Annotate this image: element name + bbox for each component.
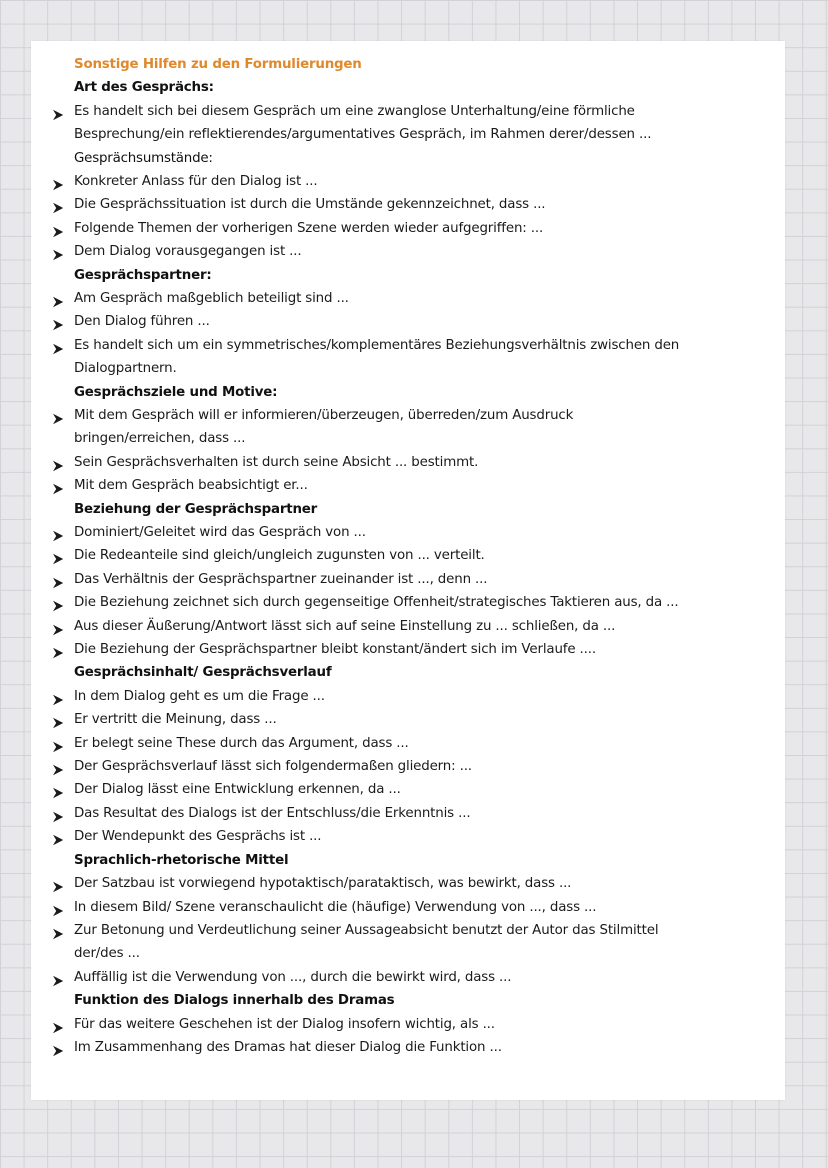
bullet-text-line: Dominiert/Geleitet wird das Gespräch von ...	[74, 525, 366, 541]
arrow-bullet-icon	[52, 972, 64, 984]
document-content	[49, 53, 774, 1059]
arrow-bullet-icon	[52, 574, 64, 586]
bullet-text-line: Der Wendepunkt des Gesprächs ist ...	[74, 829, 322, 845]
bullet-item	[49, 802, 774, 825]
bullet-item	[49, 287, 774, 310]
bullet-item	[49, 755, 774, 778]
arrow-bullet-icon	[52, 878, 64, 890]
arrow-bullet-icon	[52, 597, 64, 609]
bullet-text-line: Die Gesprächssituation ist durch die Umstände gekennzeichnet, dass ...	[74, 197, 546, 213]
document-page	[31, 41, 785, 1100]
arrow-bullet-icon	[52, 902, 64, 914]
section-heading: Funktion des Dialogs innerhalb des Dramas	[74, 993, 395, 1009]
bullet-item	[49, 451, 774, 474]
arrow-bullet-icon	[52, 550, 64, 562]
bullet-item	[49, 708, 774, 731]
arrow-bullet-icon	[52, 784, 64, 796]
bullet-text-line: Er belegt seine These durch das Argument, dass ...	[74, 735, 409, 751]
section-heading: Gesprächsziele und Motive:	[74, 384, 278, 400]
bullet-item	[49, 474, 774, 497]
arrow-bullet-icon	[52, 831, 64, 843]
bullet-text-line: Am Gespräch maßgeblich beteiligt sind ...	[74, 291, 349, 306]
arrow-bullet-icon	[52, 621, 64, 633]
section-label: Gesprächsumstände:	[74, 150, 213, 166]
bullet-item	[49, 685, 774, 708]
bullet-text-line: Dialogpartnern.	[74, 361, 177, 377]
arrow-bullet-icon	[52, 480, 64, 492]
bullet-item	[49, 825, 774, 848]
arrow-bullet-icon	[52, 316, 64, 328]
bullet-text-line: Das Resultat des Dialogs ist der Entschluss/die Erkenntnis ...	[74, 805, 471, 821]
bullet-text-line: Im Zusammenhang des Dramas hat dieser Dialog die Funktion ...	[74, 1039, 502, 1055]
arrow-bullet-icon	[52, 714, 64, 726]
bullet-text-line: Es handelt sich um ein symmetrisches/komplementäres Beziehungsverhältnis zwischen den	[74, 337, 680, 353]
section-heading: Gesprächsinhalt/ Gesprächsverlauf	[74, 665, 332, 681]
arrow-bullet-icon	[52, 527, 64, 539]
arrow-bullet-icon	[52, 199, 64, 211]
arrow-bullet-icon	[52, 223, 64, 235]
bullet-text-line: In dem Dialog geht es um die Frage ...	[74, 688, 325, 704]
arrow-bullet-icon	[52, 293, 64, 305]
bullet-text-line: Den Dialog führen ...	[74, 314, 210, 330]
bullet-item	[49, 100, 774, 147]
bullet-item	[49, 521, 774, 544]
arrow-bullet-icon	[52, 246, 64, 258]
arrow-bullet-icon	[52, 691, 64, 703]
bullet-text-line: Für das weitere Geschehen ist der Dialog insofern wichtig, als ...	[74, 1016, 495, 1032]
bullet-item	[49, 334, 774, 381]
bullet-text-line: Dem Dialog vorausgegangen ist ...	[74, 244, 302, 260]
document-title: Sonstige Hilfen zu den Formulierungen	[74, 57, 362, 72]
bullet-text-line: Der Gesprächsverlauf lässt sich folgendermaßen gliedern: ...	[74, 759, 472, 775]
arrow-bullet-icon	[52, 644, 64, 656]
bullet-item	[49, 778, 774, 801]
bullet-item	[49, 872, 774, 895]
bullet-text-line: Der Satzbau ist vorwiegend hypotaktisch/parataktisch, was bewirkt, dass ...	[74, 876, 572, 892]
arrow-bullet-icon	[52, 808, 64, 820]
bullet-text-line: Der Dialog lässt eine Entwicklung erkennen, da ...	[74, 782, 401, 798]
section-heading: Art des Gesprächs:	[74, 80, 214, 96]
bullet-item	[49, 1013, 774, 1036]
arrow-bullet-icon	[52, 925, 64, 937]
bullet-item	[49, 919, 774, 966]
bullet-item	[49, 217, 774, 240]
bullet-text-line: Aus dieser Äußerung/Antwort lässt sich auf seine Einstellung zu ... schließen, da ...	[74, 618, 616, 634]
arrow-bullet-icon	[52, 106, 64, 118]
bullet-item	[49, 638, 774, 661]
bullet-text-line: Sein Gesprächsverhalten ist durch seine Absicht ... bestimmt.	[74, 454, 479, 470]
bullet-text-line: Das Verhältnis der Gesprächspartner zueinander ist ..., denn ...	[74, 571, 488, 587]
arrow-bullet-icon	[52, 1019, 64, 1031]
bullet-item	[49, 544, 774, 567]
arrow-bullet-icon	[52, 738, 64, 750]
section-heading: Beziehung der Gesprächspartner	[74, 501, 318, 517]
bullet-text-line: Die Redeanteile sind gleich/ungleich zugunsten von ... verteilt.	[74, 548, 485, 564]
bullet-item	[49, 170, 774, 193]
bullet-text-line: Besprechung/ein reflektierendes/argumentatives Gespräch, im Rahmen derer/dessen ...	[74, 127, 652, 143]
bullet-text-line: Mit dem Gespräch will er informieren/überzeugen, überreden/zum Ausdruck	[74, 408, 574, 424]
bullet-item	[49, 591, 774, 614]
bullet-text-line: Folgende Themen der vorherigen Szene werden wieder aufgegriffen: ...	[74, 220, 544, 236]
bullet-text-line: Er vertritt die Meinung, dass ...	[74, 712, 277, 728]
bullet-item	[49, 1036, 774, 1059]
bullet-item	[49, 193, 774, 216]
bullet-item	[49, 310, 774, 333]
bullet-item	[49, 568, 774, 591]
bullet-item	[49, 615, 774, 638]
arrow-bullet-icon	[52, 340, 64, 352]
arrow-bullet-icon	[52, 1042, 64, 1054]
bullet-text-line: Mit dem Gespräch beabsichtigt er...	[74, 478, 308, 494]
bullet-text-line: Die Beziehung zeichnet sich durch gegenseitige Offenheit/strategisches Taktieren aus, da ...	[74, 595, 679, 611]
bullet-item	[49, 966, 774, 989]
bullet-item	[49, 404, 774, 451]
section-heading: Gesprächspartner:	[74, 267, 212, 283]
section-heading: Sprachlich-rhetorische Mittel	[74, 852, 289, 868]
bullet-text-line: Konkreter Anlass für den Dialog ist ...	[74, 173, 318, 189]
bullet-item	[49, 896, 774, 919]
arrow-bullet-icon	[52, 761, 64, 773]
bullet-item	[49, 732, 774, 755]
arrow-bullet-icon	[52, 176, 64, 188]
bullet-text-line: Es handelt sich bei diesem Gespräch um eine zwanglose Unterhaltung/eine förmliche	[74, 103, 635, 119]
bullet-text-line: bringen/erreichen, dass ...	[74, 431, 246, 447]
bullet-item	[49, 240, 774, 263]
bullet-text-line: Auffällig ist die Verwendung von ..., durch die bewirkt wird, dass ...	[74, 969, 512, 985]
bullet-text-line: Die Beziehung der Gesprächspartner bleibt konstant/ändert sich im Verlaufe ....	[74, 642, 596, 658]
bullet-text-line: In diesem Bild/ Szene veranschaulicht die (häufige) Verwendung von ..., dass ...	[74, 899, 597, 915]
arrow-bullet-icon	[52, 410, 64, 422]
arrow-bullet-icon	[52, 457, 64, 469]
document-body	[49, 76, 774, 1059]
bullet-text-line: der/des ...	[74, 946, 140, 962]
bullet-text-line: Zur Betonung und Verdeutlichung seiner Aussageabsicht benutzt der Autor das Stilmittel	[74, 922, 659, 938]
